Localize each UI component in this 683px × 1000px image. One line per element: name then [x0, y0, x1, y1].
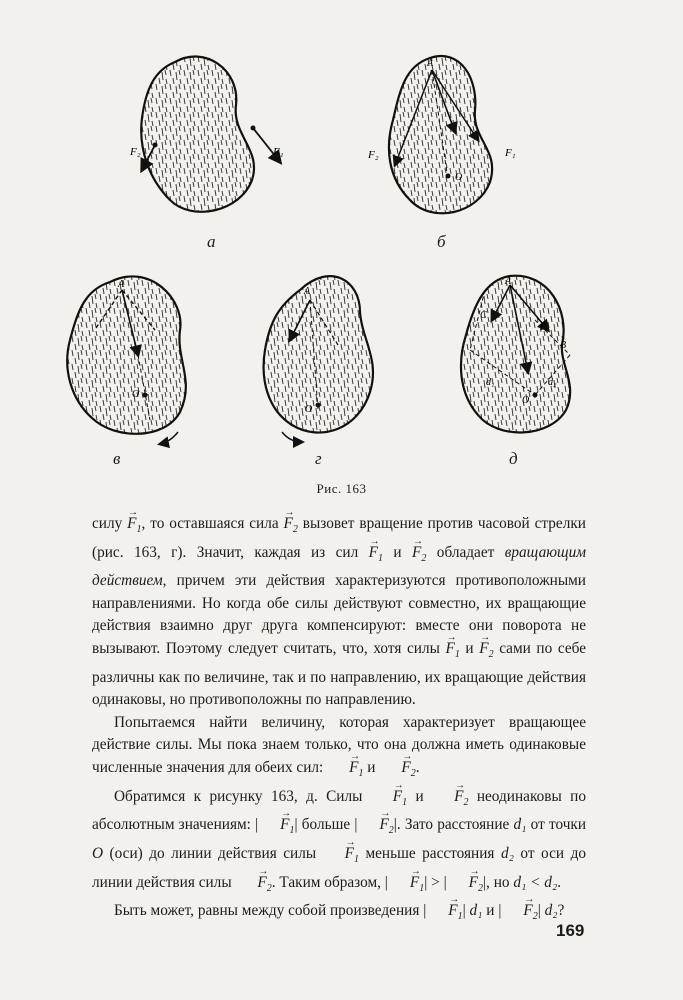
- symbol-d1: d₁: [513, 816, 527, 834]
- vector-f1: → $F_1$: [327, 757, 363, 786]
- panel-a-drawing: [141, 57, 280, 212]
- text-run: обладает: [426, 543, 505, 561]
- vector-f2: → $F_2$: [412, 542, 426, 571]
- text-run: |: [537, 902, 545, 920]
- vector-f1: → $F_1$: [369, 542, 383, 571]
- symbol-o: O: [92, 845, 104, 862]
- text-run: . Таким образом, |: [271, 873, 388, 891]
- label-o-b: O: [455, 172, 463, 183]
- label-b-d: B: [560, 340, 567, 351]
- symbol-d2: d₂: [500, 845, 514, 862]
- label-o-d: O: [522, 395, 530, 406]
- panel-g-drawing: [264, 276, 373, 442]
- figure-caption: Рис. 163: [316, 481, 367, 496]
- text-run: | больше |: [294, 816, 358, 834]
- vector-f1: → $F_1$: [426, 900, 462, 929]
- panel-d-drawing: [461, 276, 570, 433]
- panel-label-b: б: [437, 232, 446, 251]
- vector-f2: → $F_2$: [479, 638, 493, 667]
- text-run: неодинаковы по абсолютным значениям: |: [92, 787, 586, 834]
- text-run: .: [415, 759, 420, 777]
- label-f2-b: F₂: [368, 149, 379, 161]
- panel-label-v: в: [113, 449, 121, 468]
- vector-f1: → $F_1$: [323, 843, 359, 872]
- paragraph-4: [92, 900, 586, 929]
- text-run: от точки: [526, 816, 587, 834]
- text-run: и: [407, 787, 433, 805]
- text-run: (оси) до линии действия силы: [103, 845, 323, 862]
- text-run: |: [462, 902, 470, 920]
- vector-f2: → $F_2$: [379, 757, 415, 786]
- text-run: и: [383, 543, 413, 561]
- label-d2-d: d₂: [548, 377, 557, 388]
- panel-label-g: г: [315, 449, 322, 468]
- text-run: и: [363, 759, 380, 777]
- panel-v-drawing: [67, 276, 186, 444]
- emphasis-text: вращающим действием: [92, 543, 586, 590]
- vector-f1: → $F_1$: [445, 638, 459, 667]
- label-f2-a: F₂: [130, 146, 141, 158]
- label-d1-d: d₁: [486, 377, 495, 388]
- vector-f2: → $F_2$: [284, 513, 298, 542]
- label-c-d: C: [480, 310, 487, 321]
- panel-label-d: д: [509, 449, 518, 468]
- panel-b-drawing: [389, 56, 492, 213]
- text-run: , причем эти действия характеризуются противоположными направлениями. Но когда обе силы действуют совместно, их вращающие действия взаимно друг друга компенсируют: вместе они поворота не вызывают. Поэтому следует считать, что, хотя силы: [92, 572, 586, 658]
- label-a-d: A: [505, 276, 512, 287]
- text-run: Быть может, равны между собой произведения |: [114, 902, 427, 920]
- symbol-d1: d₁: [469, 902, 483, 920]
- text-run: Обратимся к рисунку 163, д. Силы: [114, 787, 371, 805]
- text-run: и: [459, 640, 480, 658]
- symbol-d2: d₂: [544, 902, 558, 920]
- vector-f2: → $F_2$: [501, 900, 537, 929]
- vector-f2: → $F_2$: [235, 872, 271, 901]
- label-a-b: A: [427, 58, 434, 69]
- vector-f1: → $F_1$: [371, 786, 407, 815]
- label-f1-b: F₁: [505, 147, 516, 159]
- vector-f2: → $F_2$: [447, 872, 483, 901]
- text-run: силу: [92, 515, 128, 532]
- text-run: сами по себе различны как по величине, так и по направлению, их вращающие действия одинаковы, но противоположны по направлению.: [92, 640, 587, 709]
- text-run: | > |: [424, 873, 447, 891]
- text-run: |. Зато расстояние: [393, 816, 514, 834]
- paragraph-1: [92, 513, 586, 712]
- label-f1-a: F₁: [273, 146, 284, 158]
- vector-f1: → $F_1$: [127, 513, 141, 542]
- text-run: ?: [557, 902, 565, 920]
- page-number: 169: [556, 921, 585, 940]
- vector-f1: → $F_1$: [388, 872, 424, 901]
- text-run: и |: [482, 902, 502, 920]
- text-run: |, но: [483, 873, 514, 891]
- paragraph-3: [92, 786, 586, 901]
- panel-label-a: а: [207, 232, 216, 251]
- text-run: .: [557, 873, 562, 891]
- label-a-g: A: [304, 286, 311, 297]
- inequality: d₁ < d₂: [513, 873, 558, 891]
- label-a-v: A: [118, 279, 125, 290]
- text-run: , то оставшаяся сила: [141, 515, 284, 532]
- vector-f2: → $F_2$: [432, 786, 468, 815]
- text-run: Попытаемся найти величину, которая характеризует вращающее действие силы. Мы пока знаем только, что она должна иметь одинаковые численные значения для обеих сил:: [92, 713, 586, 777]
- text-run: вызовет вращение против часовой стрелки (рис. 163, г). Значит, каждая из сил: [92, 515, 586, 561]
- text-run: от оси до линии действия силы: [92, 845, 586, 891]
- text-run: меньше расстояния: [358, 845, 501, 862]
- paragraph-2: [92, 712, 586, 786]
- label-f-d: F: [540, 322, 547, 333]
- vector-f2: → $F_2$: [357, 814, 393, 843]
- body-text: [92, 513, 586, 929]
- label-o-g: O: [305, 404, 313, 415]
- vector-f1: → $F_1$: [258, 814, 294, 843]
- label-o-v: O: [132, 389, 140, 400]
